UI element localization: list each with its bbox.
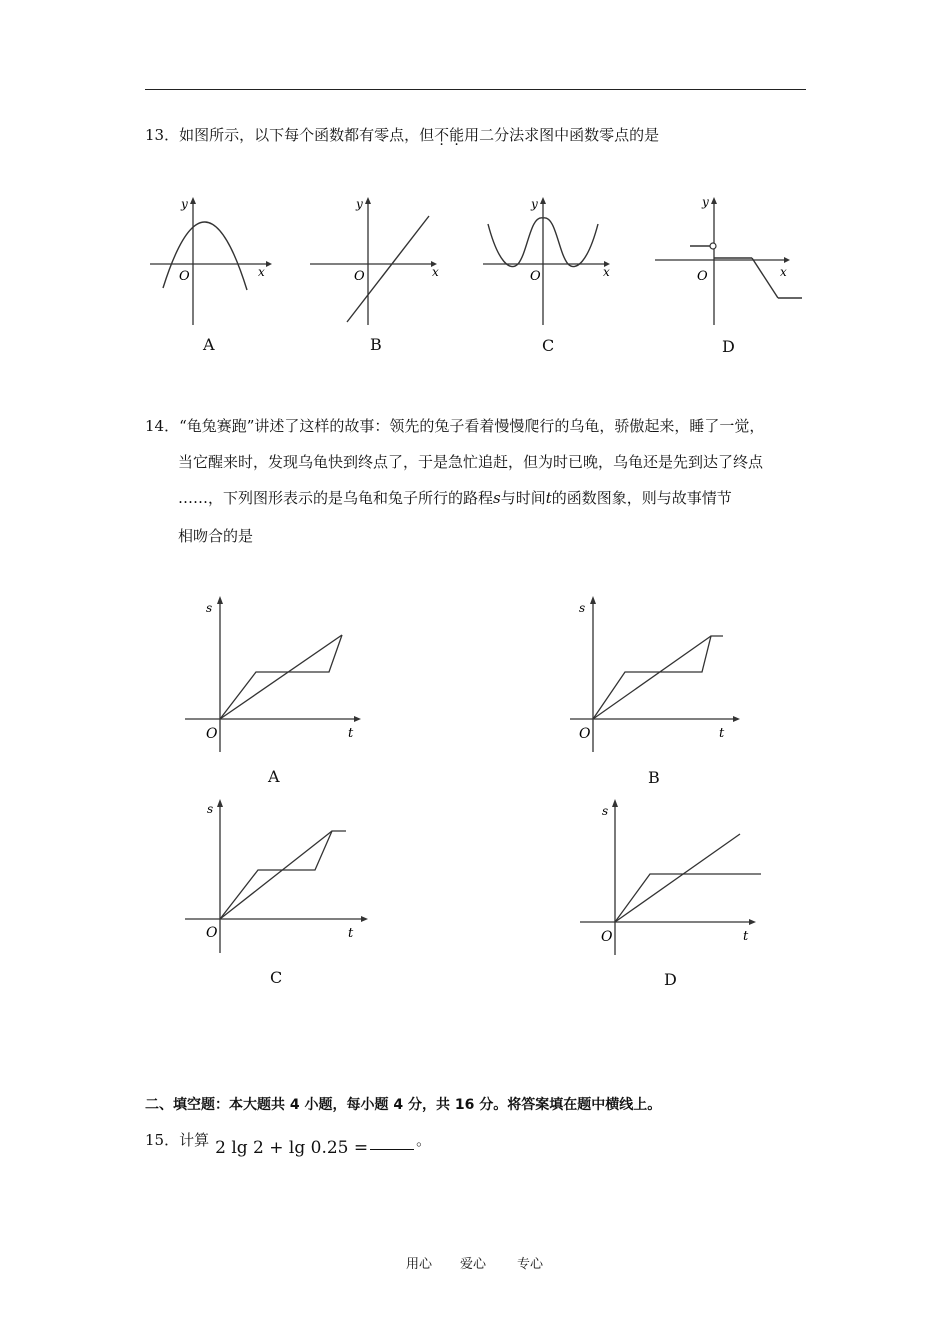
q13-graph-a <box>145 190 285 330</box>
q13-option-d: D <box>722 337 735 356</box>
q13a-y-label: y <box>181 197 188 211</box>
q15-number: 15． <box>145 1131 180 1149</box>
footer-item-2: 爱心 <box>460 1257 487 1272</box>
q13-number: 13． <box>145 126 180 144</box>
q14d-origin: O <box>601 929 613 945</box>
q14-line-3 <box>178 488 732 508</box>
q14c-s-label: s <box>207 802 214 816</box>
header-rule <box>145 89 806 90</box>
q14c-origin: O <box>206 925 218 941</box>
q13-graph-b <box>305 190 445 330</box>
q13b-y-label: y <box>356 197 363 211</box>
q13-graph-c <box>478 190 618 330</box>
q14-line-3b: 与时间 <box>500 489 546 507</box>
q14-graph-a <box>180 592 370 752</box>
q13-option-c: C <box>542 336 555 355</box>
q14b-origin: O <box>579 726 591 742</box>
q14-option-a: A <box>268 767 280 786</box>
section-2-heading: 二、填空题：本大题共 4 小题，每小题 4 分，共 16 分。将答案填在题中横线上。 <box>145 1097 662 1113</box>
q13-emph-2: 能 <box>449 126 465 144</box>
footer-item-1: 用心 <box>406 1257 433 1272</box>
q13-text <box>145 125 659 145</box>
q13d-x-label: x <box>780 265 787 279</box>
q14-number: 14． <box>145 417 180 435</box>
q14d-s-label: s <box>602 804 609 818</box>
q13d-origin: O <box>697 269 708 284</box>
q14-line-3a: ……，下列图形表示的是乌龟和兔子所行的路程 <box>178 489 494 507</box>
q13c-origin: O <box>530 269 541 284</box>
q14a-origin: O <box>206 726 218 742</box>
q13c-y-label: y <box>531 197 538 211</box>
q14-var-s: s <box>493 489 501 507</box>
q13b-x-label: x <box>432 265 439 279</box>
q14d-t-label: t <box>743 929 749 944</box>
q14b-s-label: s <box>579 601 586 615</box>
q14-var-t: t <box>545 489 552 507</box>
q15-answer-blank[interactable] <box>370 1149 414 1150</box>
q14-line-2: 当它醒来时，发现乌龟快到终点了，于是急忙追赶，但为时已晚，乌龟还是先到达了终点 <box>178 453 764 471</box>
q13-option-b: B <box>370 335 382 354</box>
q13-emph-1: 不 <box>434 126 450 144</box>
footer-item-3: 专心 <box>517 1257 544 1272</box>
q14-option-c: C <box>270 968 283 987</box>
q14-graph-c <box>180 795 370 955</box>
q15-suffix: 。 <box>416 1131 432 1149</box>
q15-prefix: 计算 <box>179 1131 210 1149</box>
q13b-origin: O <box>354 269 365 284</box>
q14-option-d: D <box>664 970 677 989</box>
q14-line-4: 相吻合的是 <box>178 527 254 545</box>
q14-option-b: B <box>648 768 660 787</box>
q13a-origin: O <box>179 269 190 284</box>
q13c-x-label: x <box>603 265 610 279</box>
q13-graph-d <box>650 190 810 330</box>
q13a-x-label: x <box>258 265 265 279</box>
q15-expression: 2 lg 2 + lg 0.25 = <box>215 1138 369 1158</box>
q13-option-a: A <box>203 335 215 354</box>
q13-text-before: 如图所示，以下每个函数都有零点，但 <box>179 126 435 144</box>
q13d-y-label: y <box>702 195 709 209</box>
q14b-t-label: t <box>719 726 725 741</box>
q14-line-1 <box>145 416 764 436</box>
q14-graph-b <box>565 592 755 752</box>
q14c-t-label: t <box>348 926 354 941</box>
q15 <box>145 1130 432 1158</box>
q13-text-after: 用二分法求图中函数零点的是 <box>464 126 660 144</box>
q14a-s-label: s <box>206 601 213 615</box>
q14-line-1-text: “龟兔赛跑”讲述了这样的故事：领先的兔子看着慢慢爬行的乌龟，骄傲起来，睡了一觉， <box>179 417 765 435</box>
q14a-t-label: t <box>348 726 354 741</box>
q14-line-3c: 的函数图象，则与故事情节 <box>551 489 732 507</box>
q14-graph-d <box>575 795 775 955</box>
